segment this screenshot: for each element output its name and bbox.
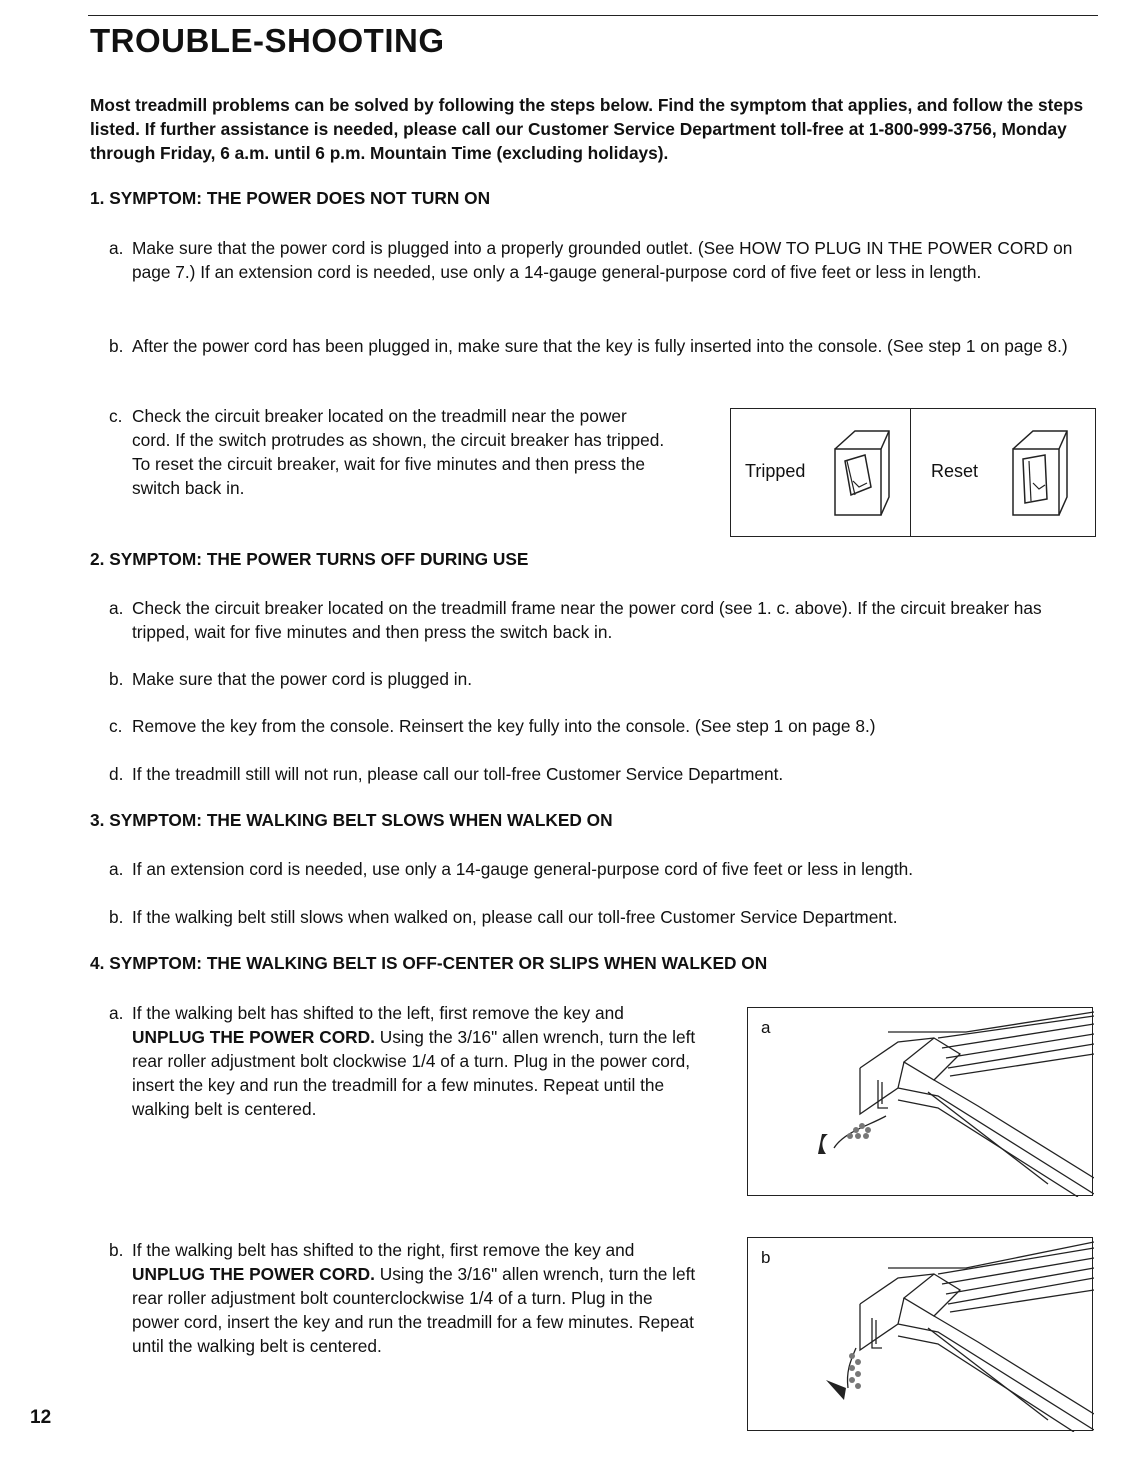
step-text: Remove the key from the console. Reinsert the key fully into the console. (See step 1 on page 8.) bbox=[132, 716, 876, 736]
step-text-warning: UNPLUG THE POWER CORD. bbox=[132, 1027, 375, 1047]
step-text: If the walking belt still slows when walked on, please call our toll-free Customer Service Department. bbox=[132, 907, 898, 927]
symptom-1-step-b bbox=[109, 334, 1099, 358]
step-label: b. bbox=[109, 336, 124, 356]
step-text: If the treadmill still will not run, please call our toll-free Customer Service Department. bbox=[132, 764, 784, 784]
belt-figure-b bbox=[747, 1237, 1093, 1431]
step-label: c. bbox=[109, 406, 123, 426]
step-label: a. bbox=[109, 859, 124, 879]
step-text: Check the circuit breaker located on the treadmill near the power cord. If the switch protrudes as shown, the circuit breaker has tripped. To reset the circuit breaker, wait for five minutes and then press the switch back in. bbox=[132, 406, 665, 498]
step-label: a. bbox=[109, 238, 124, 258]
top-rule bbox=[88, 15, 1098, 16]
symptom-1-step-c bbox=[109, 404, 669, 500]
tripped-switch-icon bbox=[829, 425, 895, 521]
step-label: b. bbox=[109, 1240, 124, 1260]
step-label: b. bbox=[109, 669, 124, 689]
page-number: 12 bbox=[30, 1407, 52, 1428]
symptom-2-step-c bbox=[109, 714, 1089, 738]
step-text-pre: If the walking belt has shifted to the right, first remove the key and bbox=[132, 1240, 635, 1260]
figure-divider bbox=[910, 409, 911, 536]
intro-paragraph: Most treadmill problems can be solved by following the steps below. Find the symptom that applies, and follow the steps listed. If further assistance is needed, please call our Customer Service Department toll-free at 1-800-999-3756, Monday through Friday, 6 a.m. until 6 p.m. Mountain Time (excluding holidays). bbox=[90, 95, 1084, 163]
belt-figure-a bbox=[747, 1007, 1093, 1196]
treadmill-roller-illustration-b bbox=[748, 1238, 1094, 1432]
step-text: After the power cord has been plugged in, make sure that the key is fully inserted into the console. (See step 1 on page 8.) bbox=[132, 336, 1068, 356]
step-text: Check the circuit breaker located on the treadmill frame near the power cord (see 1. c. above). If the circuit breaker has tripped, wait for five minutes and then press the switch back in. bbox=[132, 598, 1042, 642]
step-label: a. bbox=[109, 598, 124, 618]
symptom-4-step-b bbox=[109, 1238, 699, 1358]
symptom-2-heading: 2. SYMPTOM: THE POWER TURNS OFF DURING USE bbox=[90, 549, 529, 569]
step-text-warning: UNPLUG THE POWER CORD. bbox=[132, 1264, 375, 1284]
step-label: c. bbox=[109, 716, 123, 736]
step-text: Make sure that the power cord is plugged into a properly grounded outlet. (See HOW TO PLUG IN THE POWER CORD on page 7.) If an extension cord is needed, use only a 14-gauge general-purpose cord of five feet or less in length. bbox=[132, 238, 1073, 282]
figure-a-label: a bbox=[761, 1018, 771, 1037]
step-text bbox=[109, 1238, 699, 1358]
step-label: a. bbox=[109, 1003, 124, 1023]
reset-switch-icon bbox=[1007, 425, 1073, 521]
circuit-breaker-figure bbox=[730, 408, 1096, 537]
reset-label: Reset bbox=[931, 461, 979, 481]
step-text-pre: If the walking belt has shifted to the left, first remove the key and bbox=[132, 1003, 624, 1023]
figure-b-label: b bbox=[761, 1248, 771, 1267]
symptom-3-heading: 3. SYMPTOM: THE WALKING BELT SLOWS WHEN WALKED ON bbox=[90, 810, 613, 830]
symptom-4-heading: 4. SYMPTOM: THE WALKING BELT IS OFF-CENTER OR SLIPS WHEN WALKED ON bbox=[90, 953, 768, 973]
symptom-2-step-a bbox=[109, 596, 1089, 644]
symptom-1-heading: 1. SYMPTOM: THE POWER DOES NOT TURN ON bbox=[90, 188, 491, 208]
step-text-post: Using the 3/16" allen wrench, turn the left rear roller adjustment bolt clockwise 1/4 of a turn. Plug in the power cord, insert the key and run the treadmill for a few minutes. Repeat until the walking belt is centered. bbox=[132, 1027, 696, 1119]
symptom-4-step-a bbox=[109, 1001, 699, 1121]
tripped-label: Tripped bbox=[745, 461, 806, 481]
symptom-3-step-a bbox=[109, 857, 1089, 881]
symptom-3-step-b bbox=[109, 905, 1089, 929]
step-label: b. bbox=[109, 907, 124, 927]
treadmill-roller-illustration-a bbox=[748, 1008, 1094, 1197]
symptom-2-step-b bbox=[109, 667, 1089, 691]
step-label: d. bbox=[109, 764, 124, 784]
step-text: If an extension cord is needed, use only a 14-gauge general-purpose cord of five feet or less in length. bbox=[132, 859, 914, 879]
symptom-2-step-d bbox=[109, 762, 1089, 786]
step-text: Make sure that the power cord is plugged in. bbox=[132, 669, 473, 689]
step-text bbox=[109, 1001, 699, 1121]
step-text-post: Using the 3/16" allen wrench, turn the left rear roller adjustment bolt counterclockwise 1/4 of a turn. Plug in the power cord, insert the key and run the treadmill for a few minutes. Repeat until the walking belt is centered. bbox=[132, 1264, 696, 1356]
page-title: TROUBLE-SHOOTING bbox=[90, 22, 445, 59]
symptom-1-step-a bbox=[109, 236, 1084, 284]
